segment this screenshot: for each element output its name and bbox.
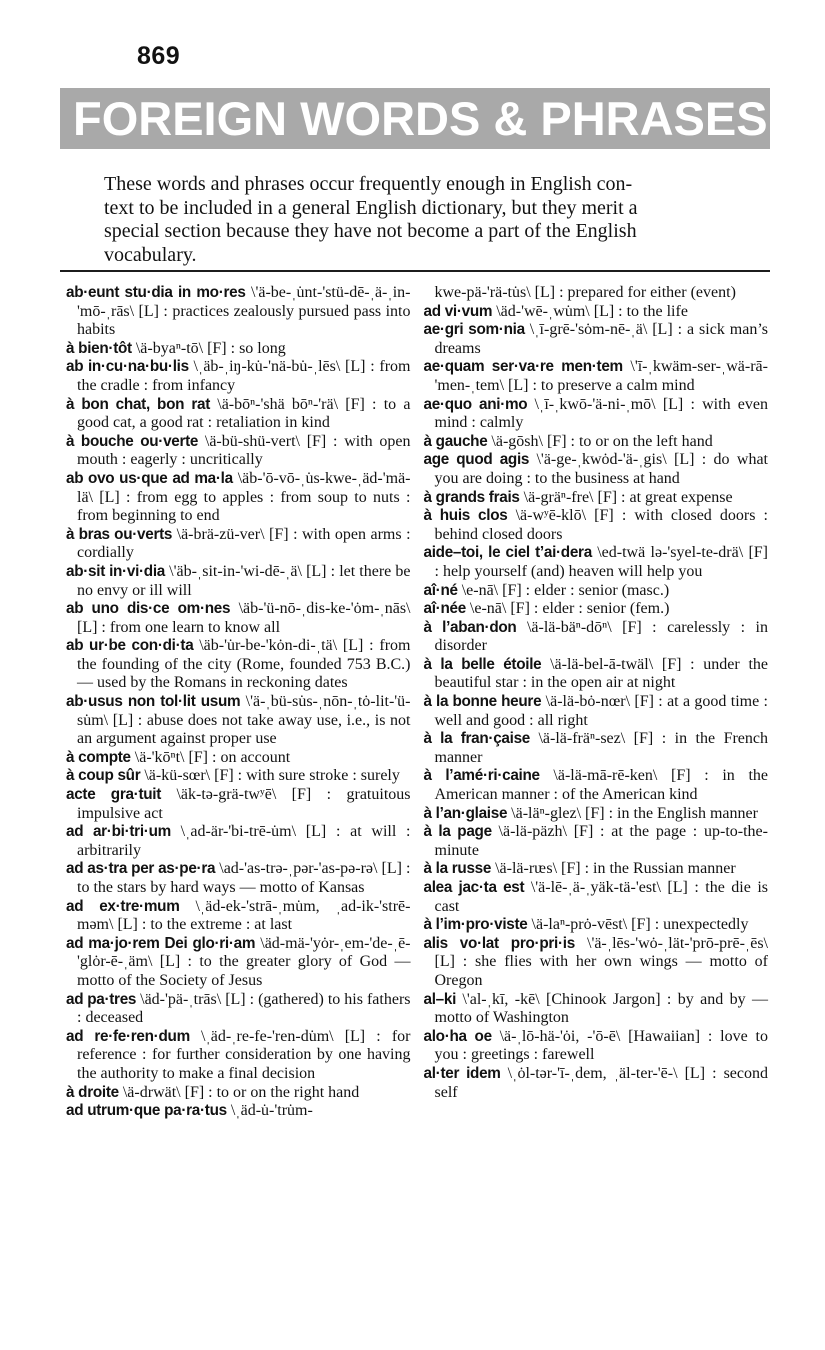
entry-body: \ä-lä-päzh\ [F] : at the page : up-to-the-minute (434, 823, 768, 859)
entry-body: \ä-wʸē-klō\ [F] : with closed doors : behind closed doors (434, 507, 768, 543)
entry-headword: ab·eunt stu·dia in mo·res (66, 284, 246, 301)
entry-body: \'ä-ˌlēs-'wȯ-ˌlät-'prō-prē-ˌēs\ [L] : she flies with her own wings — motto of Oregon (434, 934, 768, 989)
entry-body: \ä-drwät\ [F] : to or on the right hand (118, 1083, 360, 1101)
entry-headword: ad pa·tres (66, 990, 137, 1008)
dictionary-entry (66, 433, 411, 470)
entry-body: \ˌad-är-'bi-trē-u̇m\ [L] : at will : arbitrarily (77, 823, 411, 859)
dictionary-entry (424, 805, 769, 824)
entry-headword: à grands frais (423, 488, 520, 506)
dictionary-entry (424, 544, 769, 581)
dictionary-entry (424, 767, 769, 804)
dictionary-entry (66, 991, 411, 1028)
section-title: FOREIGN WORDS & PHRASES (73, 92, 768, 145)
dictionary-entry (66, 749, 411, 768)
entry-body: \'ä-ge-ˌkwȯd-'ä-ˌgis\ [L] : do what you are doing : to the business at hand (434, 451, 768, 487)
entry-body: \äd-'pä-ˌtrās\ [L] : (gathered) to his fathers : deceased (77, 990, 411, 1027)
entry-headword: alis vo·lat pro·pri·is (423, 934, 575, 952)
entry-body: \ä-gräⁿ-fre\ [F] : at great expense (519, 488, 733, 506)
dictionary-entry (424, 451, 769, 488)
entry-headword: ad vi·vum (423, 302, 493, 320)
entry-headword: ab in·cu·na·bu·lis (66, 358, 189, 376)
entry-headword: à droite (66, 1083, 119, 1101)
dictionary-entry (424, 1065, 769, 1102)
dictionary-entry (66, 693, 411, 749)
entry-headword: à bouche ou·verte (66, 432, 199, 450)
entry-columns (66, 284, 768, 1121)
dictionary-entry (424, 916, 769, 935)
entry-headword: à compte (66, 748, 131, 766)
section-banner (60, 88, 770, 149)
entry-body: \äd-mä-'yȯr-ˌem-'de-ˌē-'glȯr-ē-ˌäm\ [L] : to the greater glory of God — motto of the Society of Jesus (77, 934, 411, 989)
entry-body: \ä-lä-bel-ā-twäl\ [F] : under the beautiful star : in the open air at night (434, 655, 768, 692)
entry-headword: à huis clos (423, 507, 508, 525)
entry-body: \ä-kü-sœr\ [F] : with sure stroke : surely (140, 767, 400, 785)
dictionary-entry (66, 860, 411, 897)
column-left (66, 284, 411, 1121)
dictionary-entry (424, 879, 769, 916)
entry-body: \äb-'ü-nō-ˌdis-ke-'ȯm-ˌnās\ [L] : from one learn to know all (77, 600, 411, 636)
entry-body: \e-nā\ [F] : elder : senior (fem.) (465, 600, 670, 618)
entry-body: \ed-twä lə-'syel-te-drä\ [F] : help yourself (and) heaven will help you (434, 544, 768, 580)
page-number: 869 (137, 42, 181, 70)
entry-body: \ˌī-ˌkwō-'ä-ni-ˌmō\ [L] : with even mind : calmly (434, 395, 768, 432)
entry-body: \äk-tə-grä-twʸē\ [F] : gratuitous impulsive act (77, 786, 411, 822)
entry-headword: al·ter idem (423, 1064, 501, 1082)
entry-headword: à bon chat, bon rat (66, 395, 211, 413)
entry-headword: à la bonne heure (423, 693, 542, 711)
dictionary-entry (66, 600, 411, 637)
entry-headword: à l’im·pro·viste (423, 916, 528, 934)
entry-body: \ä-lä-fräⁿ-sez\ [F] : in the French manner (434, 730, 768, 766)
entry-headword: à la page (423, 823, 492, 841)
entry-headword: ae·quo ani·mo (423, 395, 528, 413)
dictionary-entry (424, 823, 769, 860)
intro-line: These words and phrases occur frequently enough in English con- (104, 173, 633, 195)
dictionary-entry (424, 730, 769, 767)
dictionary-entry (66, 1084, 411, 1103)
entry-body: \'ī-ˌkwäm-ser-ˌwä-rā-'men-ˌtem\ [L] : to preserve a calm mind (434, 358, 768, 394)
intro-line: special section because they have not become a part of the English (104, 220, 637, 242)
entry-body: \ä-bü-shü-vert\ [F] : with open mouth : eagerly : uncritically (77, 432, 411, 469)
entry-body: \ä-gōsh\ [F] : to or on the left hand (487, 432, 713, 450)
entry-headword: ad ex·tre·mum (66, 897, 180, 915)
entry-body: \ä-brä-zü-ver\ [F] : with open arms : cordially (77, 525, 411, 562)
dictionary-entry (424, 991, 769, 1028)
dictionary-entry (424, 1028, 769, 1065)
dictionary-entry (66, 563, 411, 600)
entry-body: \ä-laⁿ-prȯ-vēst\ [F] : unexpectedly (527, 916, 749, 934)
entry-headword: ab uno dis·ce om·nes (66, 600, 231, 618)
entry-headword: ab·usus non tol·lit usum (66, 693, 241, 711)
entry-headword: ab ur·be con·di·ta (66, 637, 194, 655)
entry-headword: acte gra·tuit (66, 786, 162, 804)
entry-body: \ä-lä-mā-rē-ken\ [F] : in the American manner : of the American kind (434, 767, 768, 804)
entry-body: \'ä-lē-ˌä-ˌyäk-tä-'est\ [L] : the die is cast (434, 879, 769, 915)
dictionary-entry (424, 489, 769, 508)
entry-headword: alo·ha oe (423, 1027, 492, 1045)
entry-body: \ˌī-grē-'sȯm-nē-ˌä\ [L] : a sick man’s dreams (434, 321, 768, 357)
entry-body: \'al-ˌkī, -kē\ [Chinook Jargon] : by and by — motto of Washington (434, 990, 768, 1027)
dictionary-entry (424, 303, 769, 322)
dictionary-entry (424, 358, 769, 395)
entry-headword: aî·né (423, 581, 458, 599)
entry-body: \ˌäd-ˌre-fe-'ren-du̇m\ [L] : for reference : for further consideration by one having the authority to make a final decision (77, 1027, 411, 1082)
entry-body: \ˌäb-ˌiŋ-ku̇-'nä-bu̇-ˌlēs\ [L] : from the cradle : from infancy (77, 358, 411, 394)
dictionary-entry (66, 898, 411, 935)
entry-body: \'ä-ˌbü-su̇s-ˌnōn-ˌtȯ-lit-'ü-su̇m\ [L] : abuse does not take away use, i.e., is not an argument against proper use (77, 693, 411, 748)
entry-body: \ä-ˌlō-hä-'ȯi, -'ō-ē\ [Hawaiian] : love to you : greetings : farewell (434, 1027, 768, 1064)
entry-body: \e-nā\ [F] : elder : senior (masc.) (457, 581, 670, 599)
entry-headword: à l’amé·ri·caine (423, 767, 540, 785)
intro-line: vocabulary. (104, 243, 197, 266)
entry-headword: al–ki (423, 990, 457, 1008)
dictionary-entry (66, 823, 411, 860)
dictionary-entry (424, 860, 769, 879)
entry-headword: ad as·tra per as·pe·ra (66, 860, 216, 878)
entry-headword: à la russe (423, 860, 492, 878)
entry-headword: ab ovo us·que ad ma·la (66, 469, 233, 487)
dictionary-entry (66, 526, 411, 563)
dictionary-entry (66, 358, 411, 395)
entry-body: \ä-bōⁿ-'shä bōⁿ-'rä\ [F] : to a good cat, a good rat : retaliation in kind (77, 395, 411, 432)
entry-body: \ä-läⁿ-glez\ [F] : in the English manner (507, 804, 758, 822)
dictionary-entry (424, 693, 769, 730)
entry-body: \äd-'wē-ˌwu̇m\ [L] : to the life (492, 302, 688, 320)
entry-body: \ˌäd-u̇-'tru̇m- (226, 1102, 313, 1120)
dictionary-entry (424, 619, 769, 656)
entry-body: \ˌȯl-tər-'ī-ˌdem, ˌäl-ter-'ē-\ [L] : second self (434, 1064, 769, 1101)
entry-headword: à gauche (423, 432, 488, 450)
dictionary-entry (424, 656, 769, 693)
entry-body: \ä-lä-rᵫs\ [F] : in the Russian manner (491, 860, 736, 878)
dictionary-entry (66, 470, 411, 526)
entry-body: \äb-'ō-vō-ˌu̇s-kwe-ˌäd-'mä-lä\ [L] : from egg to apples : from soup to nuts : from beginning to end (77, 469, 411, 525)
dictionary-entry (66, 1028, 411, 1084)
entry-headword: à la belle étoile (423, 655, 542, 673)
entry-headword: ab·sit in·vi·dia (66, 562, 166, 580)
entry-headword: aî·née (423, 600, 466, 618)
dictionary-entry (66, 284, 411, 340)
intro-line: text to be included in a general English dictionary, but they merit a (104, 196, 638, 219)
dictionary-entry (424, 582, 769, 601)
entry-headword: à coup sûr (66, 767, 141, 785)
dictionary-entry (424, 507, 769, 544)
dictionary-entry (66, 637, 411, 693)
intro-paragraph (104, 173, 752, 267)
entry-headword: à l’aban·don (423, 618, 517, 636)
entry-body: kwe-pä-'rä-tu̇s\ [L] : prepared for either (event) (434, 284, 736, 301)
entry-headword: ae·quam ser·va·re men·tem (423, 358, 623, 376)
entry-headword: ad utrum·que pa·ra·tus (66, 1102, 227, 1120)
dictionary-entry (424, 321, 769, 358)
entry-body: \'äb-ˌsit-in-'wi-dē-ˌä\ [L] : let there be no envy or ill will (77, 562, 411, 599)
dictionary-entry (66, 340, 411, 359)
entry-headword: à bien·tôt (66, 339, 132, 357)
dictionary-entry (66, 767, 411, 786)
entry-headword: à la fran·çaise (423, 730, 530, 748)
column-right (424, 284, 769, 1121)
entry-headword: à bras ou·verts (66, 525, 173, 543)
entry-body: \ä-'kōⁿt\ [F] : on account (130, 748, 291, 766)
entry-headword: à l’an·glaise (423, 804, 508, 822)
dictionary-entry (424, 396, 769, 433)
entry-headword: ad re·fe·ren·dum (66, 1027, 190, 1045)
divider-rule (60, 270, 770, 272)
entry-body: \ä-lä-bäⁿ-dōⁿ\ [F] : carelessly : in disorder (434, 618, 768, 655)
entry-headword: alea jac·ta est (423, 879, 525, 896)
dictionary-entry (66, 396, 411, 433)
entry-headword: ad ma·jo·rem Dei glo·ri·am (66, 934, 256, 952)
dictionary-entry (424, 433, 769, 452)
dictionary-entry (66, 1102, 411, 1121)
dictionary-entry (424, 284, 769, 303)
dictionary-entry (66, 935, 411, 991)
entry-body: \ä-lä-bȯ-nœr\ [F] : at a good time : well and good : all right (434, 693, 768, 729)
dictionary-entry (424, 935, 769, 991)
entry-body: \ä-byaⁿ-tō\ [F] : so long (131, 339, 286, 357)
entry-body: \ˌäd-ek-'strā-ˌmu̇m, ˌad-ik-'strē-məm\ [L] : to the extreme : at last (77, 897, 411, 934)
dictionary-entry (66, 786, 411, 823)
entry-body: \ad-'as-trə-ˌpər-'as-pə-rə\ [L] : to the stars by hard ways — motto of Kansas (77, 860, 411, 896)
entry-headword: ae·gri som·nia (423, 321, 525, 339)
entry-headword: aide–toi, le ciel t’ai·dera (423, 544, 592, 562)
entry-body: \'ä-be-ˌu̇nt-'stü-dē-ˌä-ˌin-'mō-ˌrās\ [L] : practices zealously pursued pass into habits (77, 284, 411, 339)
entry-headword: ad ar·bi·tri·um (66, 823, 171, 841)
entry-headword: age quod agis (423, 451, 530, 469)
dictionary-entry (424, 600, 769, 619)
entry-body: \äb-'u̇r-be-'kȯn-di-ˌtä\ [L] : from the founding of the city (Rome, founded 753 B.C.) — used by the Romans in reckoning dates (77, 637, 411, 692)
